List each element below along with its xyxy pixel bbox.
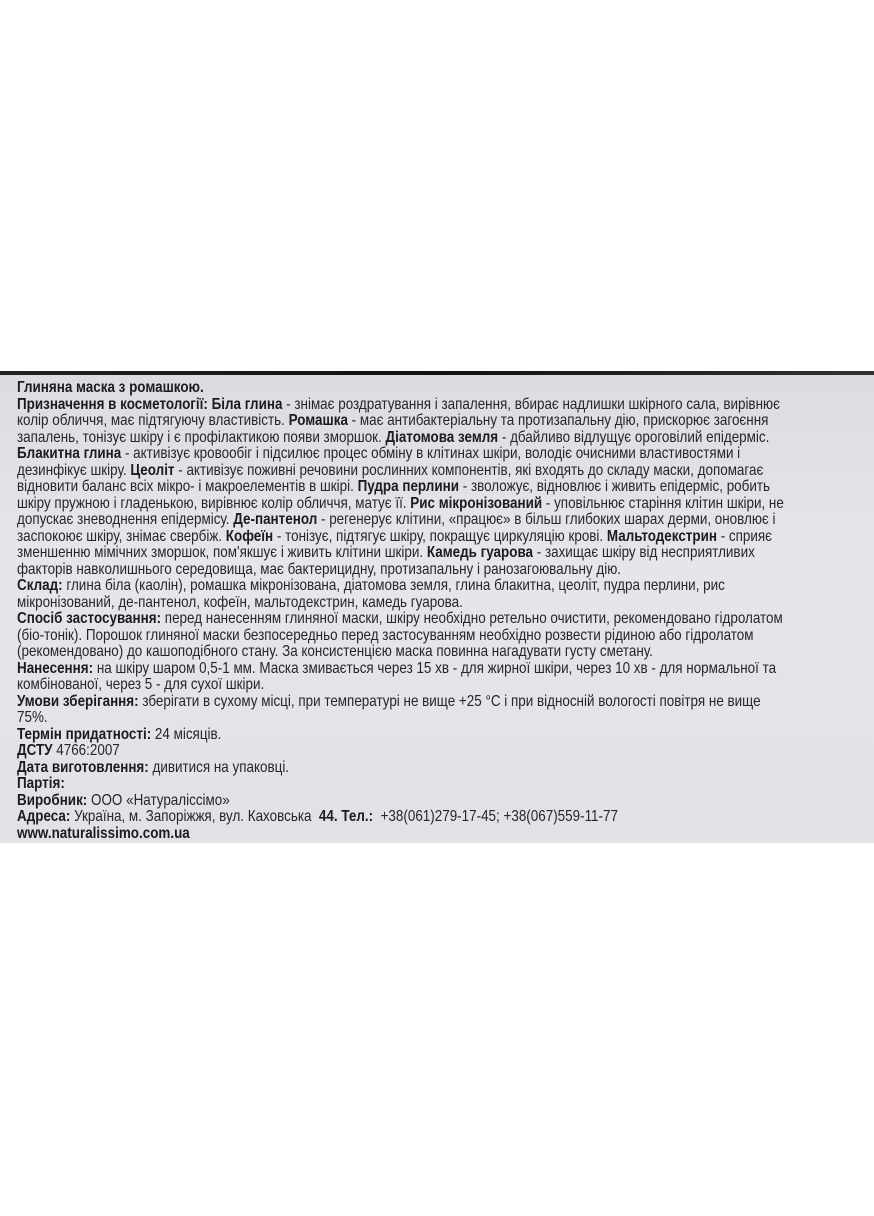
label-line xyxy=(17,661,784,678)
label-body-text: дивитися на упаковці. xyxy=(148,758,290,776)
label-line xyxy=(17,512,784,529)
label-body-text: Україна, м. Запоріжжя, вул. Каховська xyxy=(70,808,316,825)
label-line xyxy=(17,595,784,612)
label-heading-text: Адреса: xyxy=(17,808,71,825)
label-heading-text: Нанесення: xyxy=(17,659,94,677)
label-line xyxy=(17,826,784,843)
label-line xyxy=(17,611,784,628)
label-heading-text: Цеоліт xyxy=(130,461,175,479)
label-body-text: - уповільнює старіння клітин шкіри, не xyxy=(542,494,784,512)
label-body-text: - активізує поживні речовини рослинних компонентів, які входять до складу маски, допомагає xyxy=(174,461,764,479)
label-body-text: - регенерує клітини, «працює» в більш глибоких шарах дерми, оновлює і xyxy=(317,511,776,528)
label-body-text: перед нанесенням глиняної маски, шкіру необхідно ретельно очистити, рекомендовано гідролатом xyxy=(161,610,783,627)
label-heading-text: Термін придатності: xyxy=(17,725,152,743)
label-body-text: - має антибактеріальну та протизапальну дію, прискорює загоєння xyxy=(347,412,769,429)
label-heading-text: Кофеїн xyxy=(225,527,274,545)
label-body-text: - сприяє xyxy=(716,527,773,545)
label-body-text: +38(061)279-17-45; +38(067)559-11-77 xyxy=(373,808,618,825)
label-heading-text: www.naturalissimo.com.ua xyxy=(17,824,190,842)
label-line xyxy=(17,727,784,744)
label-text xyxy=(17,380,874,842)
label-line xyxy=(17,496,784,513)
label-line xyxy=(17,529,784,546)
label-body-text: мікронізований, де-пантенол, кофеїн, мальтодекстрин, камедь гуарова. xyxy=(17,593,463,611)
label-body-text: 4766:2007 xyxy=(52,742,120,759)
label-heading-text: Блакитна глина xyxy=(17,445,122,462)
label-line xyxy=(17,545,784,562)
label-line xyxy=(17,760,784,777)
label-line xyxy=(17,430,784,447)
label-line xyxy=(17,578,784,595)
label-line xyxy=(17,743,784,760)
label-body-text: дезинфікує шкіру. xyxy=(17,461,131,479)
label-heading-text: Склад: xyxy=(17,577,63,594)
label-heading-text: Мальтодекстрин xyxy=(606,527,717,545)
label-body-text: - знімає роздратування і запалення, вбирає надлишки шкірного сала, вирівнює xyxy=(282,395,780,413)
label-heading-text: Де-пантенол xyxy=(233,511,318,528)
label-body-text: - захищає шкіру від несприятливих xyxy=(533,544,755,561)
label-line xyxy=(17,463,784,480)
label-heading-text: Партія: xyxy=(17,775,65,792)
label-line xyxy=(17,694,784,711)
label-heading-text: Діатомова земля xyxy=(385,428,499,446)
label-line xyxy=(17,644,784,661)
label-body-text: - зволожує, відновлює і живить епідерміс, робить xyxy=(458,478,771,495)
label-body-text: - активізує кровообіг і підсилює процес обміну в клітинах шкіри, володіє очисними властивостями і xyxy=(121,445,741,462)
label-heading-text: Глиняна маска з ромашкою. xyxy=(17,379,204,396)
label-body-text: - дбайливо відлущує ороговілий епідерміс. xyxy=(498,428,770,446)
label-body-text: комбінованої, через 5 - для сухої шкіри. xyxy=(17,676,265,693)
label-body-text: зменшенню мімічних зморшок, пом'якшує і живить клітини шкіри. xyxy=(17,544,427,561)
label-heading-text: Призначення в косметології: Біла глина xyxy=(17,395,283,413)
label-line xyxy=(17,793,784,810)
label-body-text: запалень, тонізує шкіру і є профілактикою появи зморшок. xyxy=(17,428,386,446)
label-body-text: на шкіру шаром 0,5-1 мм. Маска змивається через 15 хв - для жирної шкіри, через 10 хв - для нормальної та xyxy=(93,659,777,677)
label-body-text: відновити баланс всіх мікро- і макроелементів в шкірі. xyxy=(17,478,358,495)
label-heading-text: ДСТУ xyxy=(17,742,53,759)
label-body-text: (рекомендовано) до кашоподібного стану. За консистенцією маска повинна нагадувати густу сметану. xyxy=(17,643,653,660)
label-heading-text: Камедь гуарова xyxy=(426,544,534,561)
label-top-edge xyxy=(0,371,874,375)
label-body-text: зберігати в сухому місці, при температурі не вище +25 °С і при відносній вологості повітря не вище xyxy=(138,692,761,710)
label-body-text: шкіру пружною і гладенькою, вирівнює колір обличчя, матує її. xyxy=(17,494,411,512)
label-heading-text: Пудра перлини xyxy=(357,478,459,495)
label-body-text: 24 місяців. xyxy=(151,725,222,743)
product-label xyxy=(0,371,874,843)
label-heading-text: Ромашка xyxy=(288,412,348,429)
label-body-text: - тонізує, підтягує шкіру, покращує циркуляцію крові. xyxy=(273,527,607,545)
label-line xyxy=(17,710,784,727)
label-line xyxy=(17,562,784,579)
label-line xyxy=(17,446,784,463)
label-body-text: допускає зневоднення епідермісу. xyxy=(17,511,234,528)
label-body-text: (біо-тонік). Порошок глиняної маски безпосередньо перед застосуванням необхідно розвести рідиною або гідролатом xyxy=(17,626,754,644)
label-line xyxy=(17,380,784,397)
label-body-text: факторів навколишнього середовища, має бактерицидну, протизапальну і ранозагоювальну дію. xyxy=(17,560,622,578)
label-body-text: 75%. xyxy=(17,709,48,726)
label-line xyxy=(17,397,784,414)
label-body-text: ООО «Натураліссімо» xyxy=(87,791,230,809)
label-line xyxy=(17,776,784,793)
label-line xyxy=(17,628,784,645)
label-heading-text: Умови зберігання: xyxy=(17,692,139,710)
label-line xyxy=(17,413,784,430)
label-line xyxy=(17,809,784,826)
label-line xyxy=(17,677,784,694)
label-heading-text: 44. Тел.: xyxy=(315,808,374,825)
label-heading-text: Дата виготовлення: xyxy=(17,758,149,776)
label-line xyxy=(17,479,784,496)
label-body-text: колір обличчя, має підтягуючу властивість. xyxy=(17,412,289,429)
label-body-text: глина біла (каолін), ромашка мікронізована, діатомова земля, глина блакитна, цеоліт, пудра перлини, рис xyxy=(62,577,725,594)
label-heading-text: Виробник: xyxy=(17,791,88,809)
label-body-text: заспокоює шкіру, знімає свербіж. xyxy=(17,527,226,545)
label-heading-text: Спосіб застосування: xyxy=(17,610,162,627)
label-heading-text: Рис мікронізований xyxy=(410,494,543,512)
